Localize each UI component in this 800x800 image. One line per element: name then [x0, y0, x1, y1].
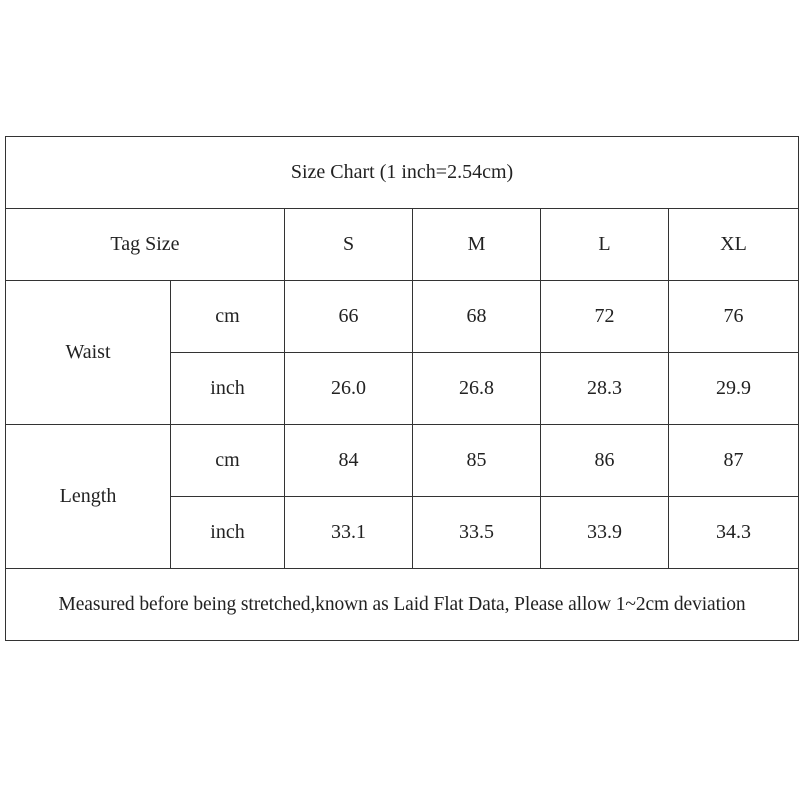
size-header-xl: XL	[669, 209, 799, 281]
measure-label-waist: Waist	[6, 281, 171, 425]
value-cell: 85	[413, 425, 541, 497]
value-cell: 34.3	[669, 497, 799, 569]
value-cell: 76	[669, 281, 799, 353]
value-cell: 87	[669, 425, 799, 497]
value-cell: 86	[541, 425, 669, 497]
value-cell: 33.9	[541, 497, 669, 569]
value-cell: 33.5	[413, 497, 541, 569]
unit-label: cm	[171, 425, 285, 497]
value-cell: 28.3	[541, 353, 669, 425]
value-cell: 33.1	[285, 497, 413, 569]
table-row	[6, 281, 799, 353]
title-row	[6, 137, 799, 209]
size-header-s: S	[285, 209, 413, 281]
table-row	[6, 425, 799, 497]
value-cell: 66	[285, 281, 413, 353]
value-cell: 68	[413, 281, 541, 353]
note-row	[6, 569, 799, 641]
header-row	[6, 209, 799, 281]
measure-label-length: Length	[6, 425, 171, 569]
size-header-l: L	[541, 209, 669, 281]
tag-size-label: Tag Size	[6, 209, 285, 281]
unit-label: inch	[171, 497, 285, 569]
measurement-note: Measured before being stretched,known as Laid Flat Data, Please allow 1~2cm deviation	[6, 569, 799, 641]
value-cell: 29.9	[669, 353, 799, 425]
value-cell: 72	[541, 281, 669, 353]
unit-label: cm	[171, 281, 285, 353]
table-title: Size Chart (1 inch=2.54cm)	[6, 137, 799, 209]
unit-label: inch	[171, 353, 285, 425]
value-cell: 84	[285, 425, 413, 497]
value-cell: 26.8	[413, 353, 541, 425]
size-chart-table	[5, 136, 799, 641]
size-header-m: M	[413, 209, 541, 281]
value-cell: 26.0	[285, 353, 413, 425]
